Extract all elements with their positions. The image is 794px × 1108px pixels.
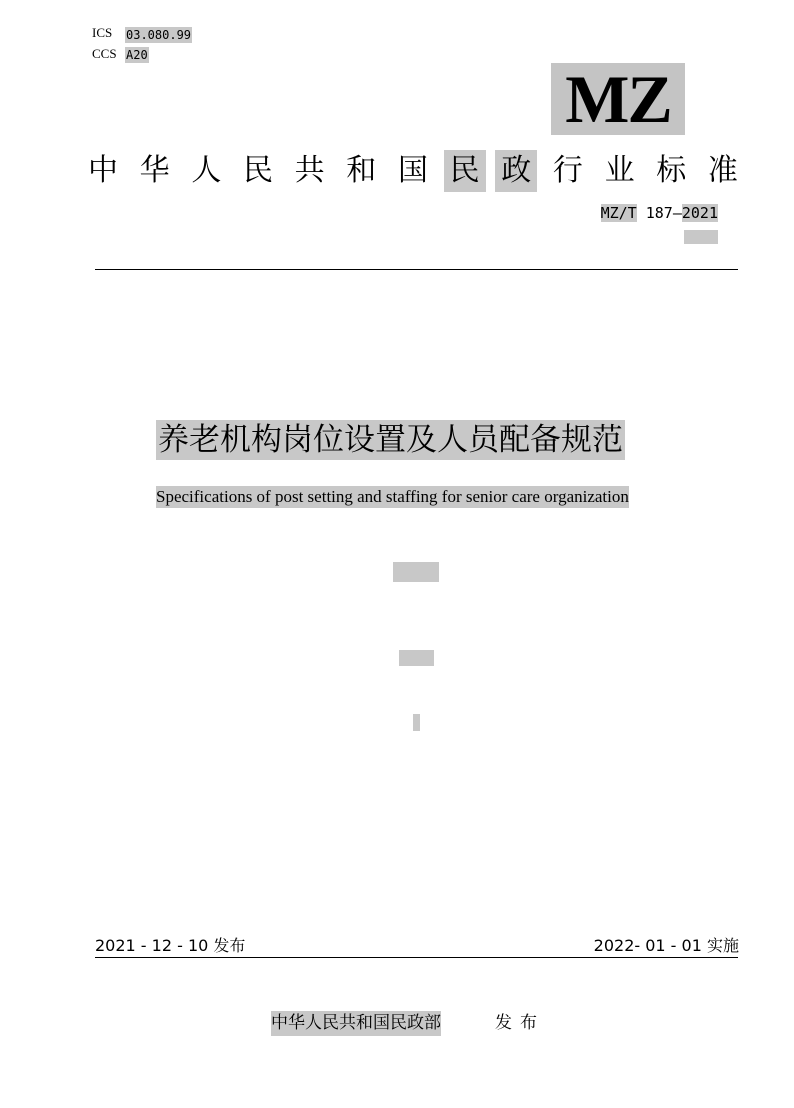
standard-body-name bbox=[88, 150, 738, 192]
standard-body-char: 准 bbox=[707, 153, 738, 188]
standard-body-char: 行 bbox=[552, 153, 583, 188]
ccs-code: A20 bbox=[126, 48, 148, 62]
issue-word: 发布 bbox=[495, 1013, 545, 1033]
standard-body-char: 华 bbox=[139, 153, 170, 188]
standard-body-char: 中 bbox=[88, 153, 118, 188]
placeholder-box bbox=[393, 562, 439, 582]
standard-body-char: 民 bbox=[242, 153, 273, 188]
standard-body-char: 人 bbox=[191, 153, 222, 188]
ics-code: 03.080.99 bbox=[126, 28, 192, 42]
placeholder-box bbox=[684, 230, 718, 244]
standard-body-char: 国 bbox=[397, 153, 428, 188]
standard-year: 2021 bbox=[681, 204, 718, 222]
standard-body-char: 业 bbox=[604, 153, 635, 188]
standard-body-char: 共 bbox=[294, 153, 325, 188]
mz-logo: MZ bbox=[551, 63, 685, 135]
standard-body-char: 标 bbox=[656, 153, 687, 188]
placeholder-box bbox=[413, 714, 420, 731]
placeholder-box bbox=[399, 650, 434, 666]
english-title: Specifications of post setting and staffing for senior care organization bbox=[156, 487, 629, 506]
implement-date: 2022- 01 - 01 实施 bbox=[593, 936, 739, 955]
standard-prefix: MZ/T bbox=[600, 204, 637, 222]
ccs-label: CCS bbox=[92, 46, 117, 61]
publish-date: 2021 - 12 - 10 发布 bbox=[95, 936, 246, 955]
standard-number bbox=[601, 204, 718, 222]
bottom-divider bbox=[95, 957, 738, 958]
standard-number-value: 187— bbox=[645, 204, 682, 222]
standard-body-char: 民 bbox=[444, 150, 486, 192]
chinese-title: 养老机构岗位设置及人员配备规范 bbox=[158, 422, 623, 458]
standard-body-char: 和 bbox=[346, 153, 377, 188]
issuer: 中华人民共和国民政部 bbox=[271, 1011, 441, 1036]
ics-label: ICS bbox=[92, 25, 113, 40]
standard-body-char: 政 bbox=[495, 150, 537, 192]
top-divider bbox=[95, 269, 738, 270]
